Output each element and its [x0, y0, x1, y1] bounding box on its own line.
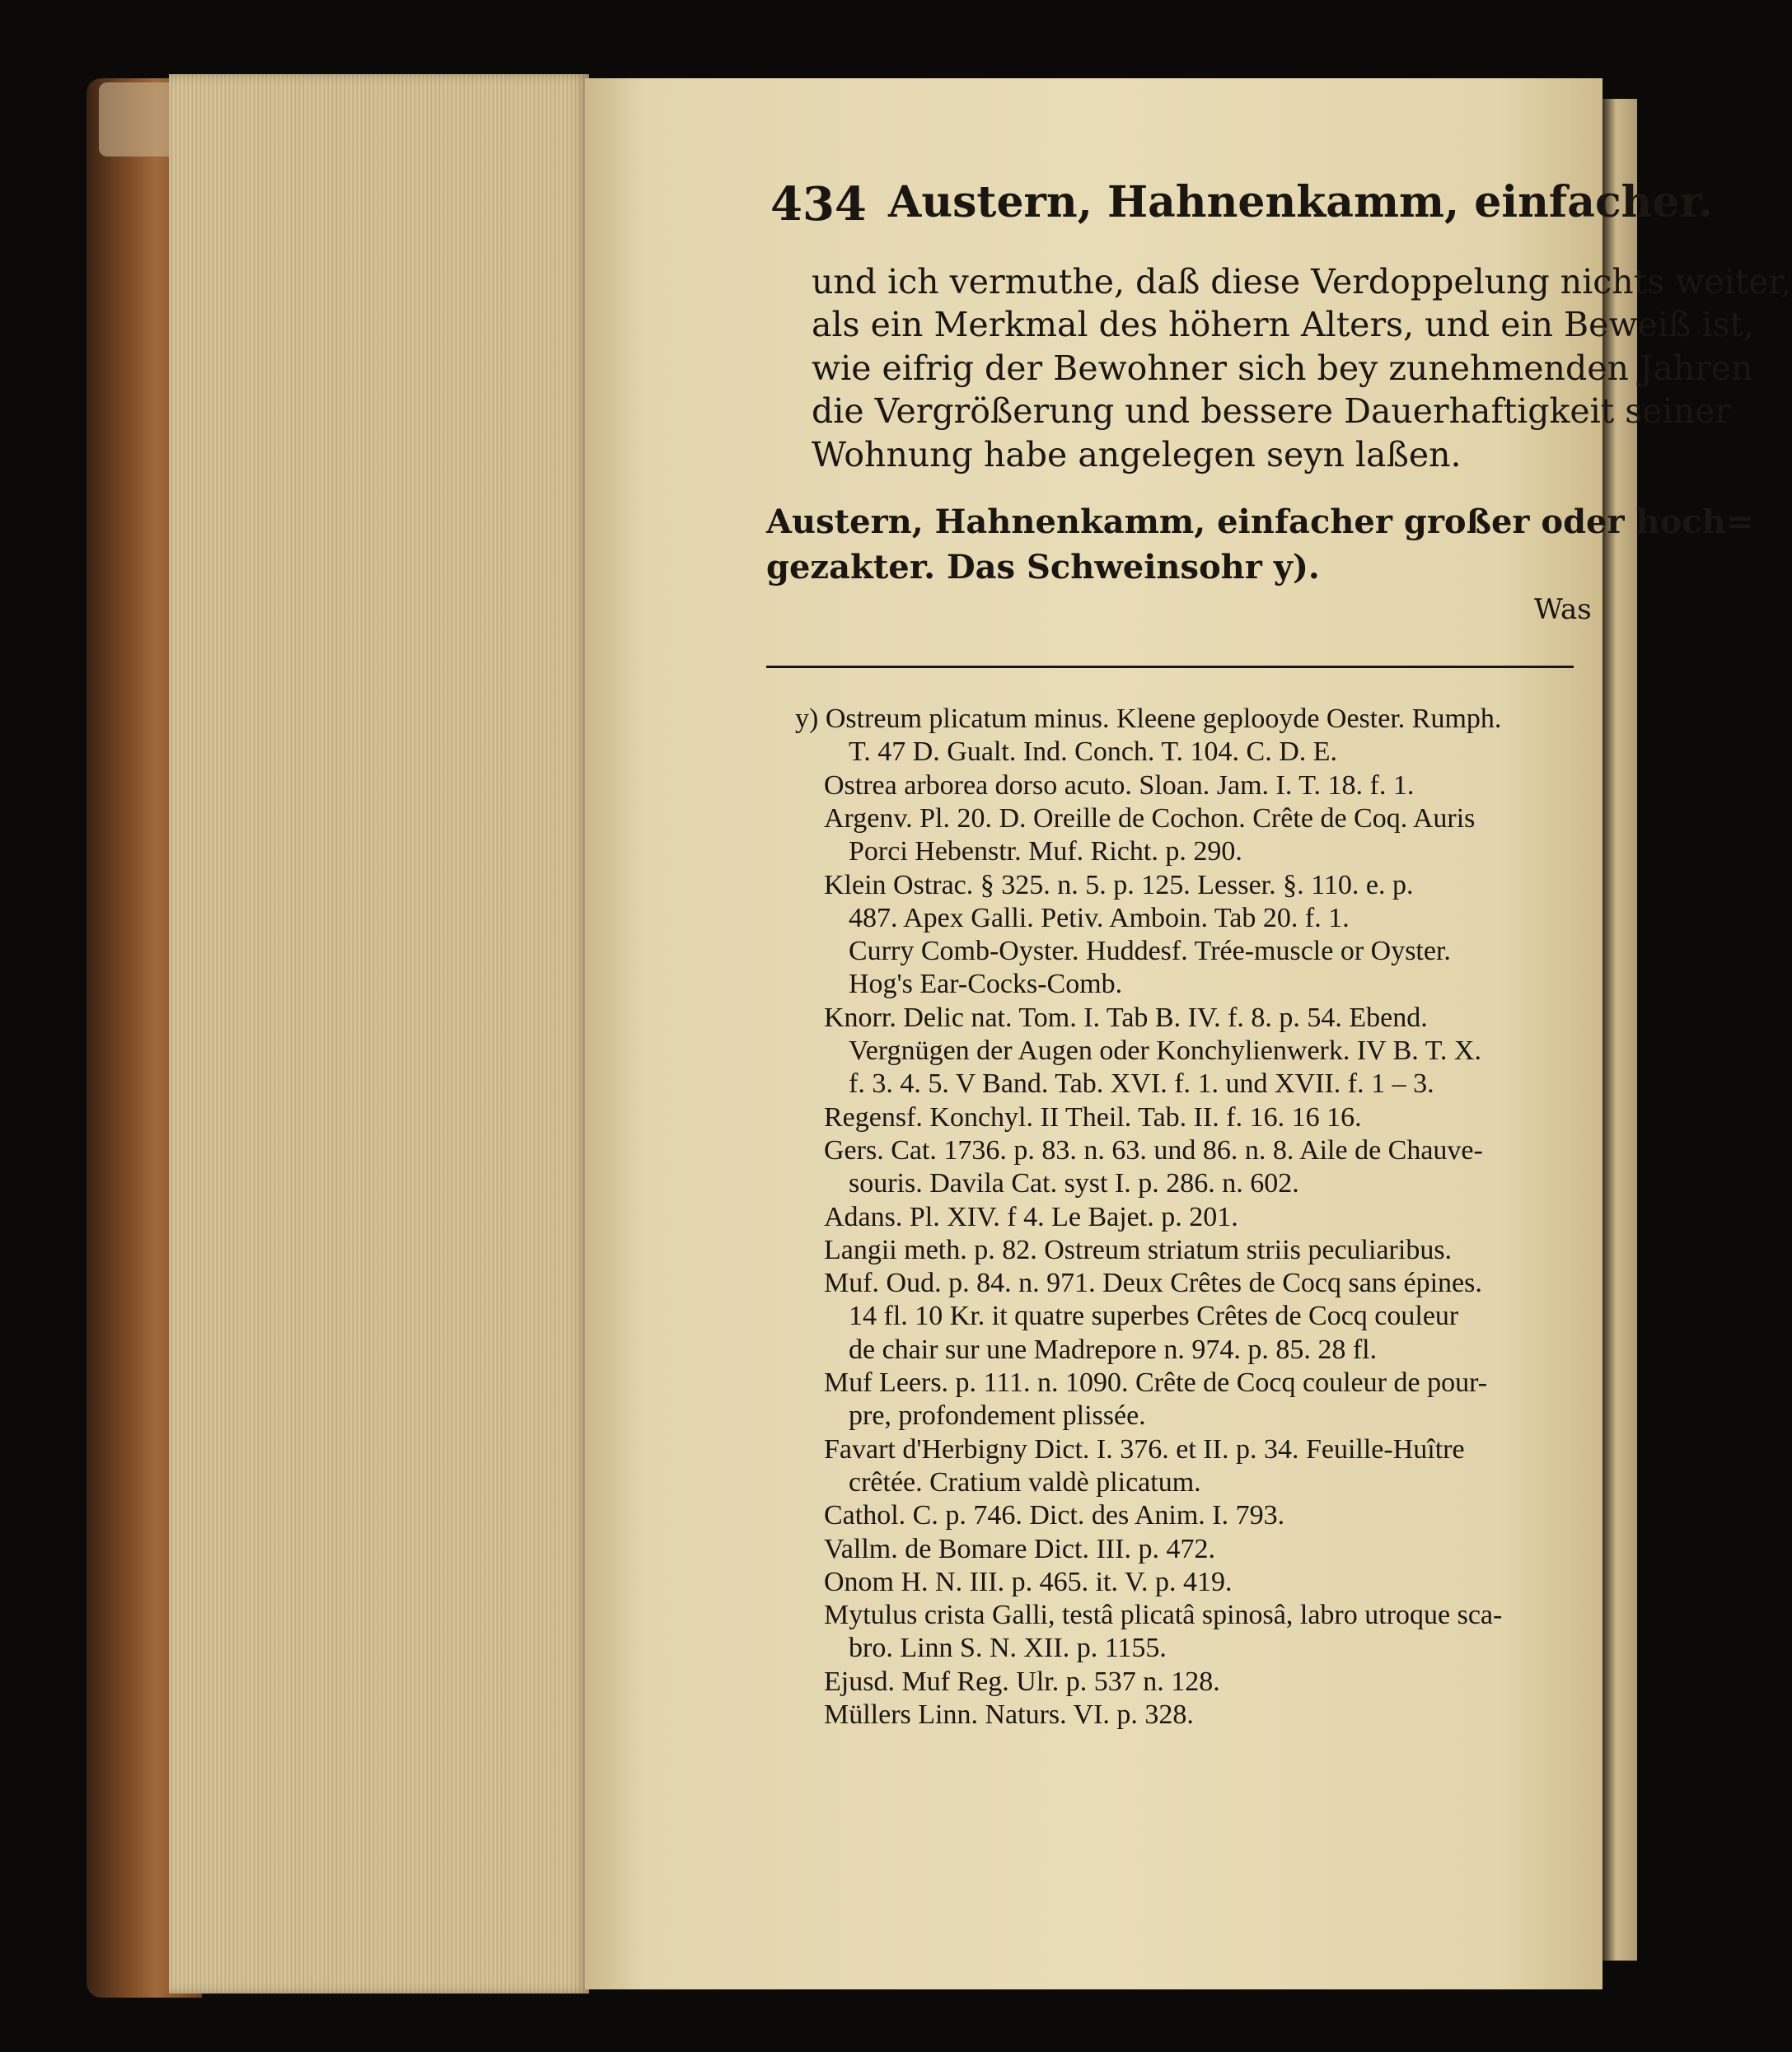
- footnote-line: Mytulus crista Galli, testâ plicatâ spinosâ, labro utroque sca-: [824, 1600, 1503, 1631]
- footnote-line: Muf. Oud. p. 84. n. 971. Deux Crêtes de Cocq sans épines.: [824, 1268, 1482, 1299]
- footnote-line: Müllers Linn. Naturs. VI. p. 328.: [824, 1699, 1194, 1730]
- body-line-1: und ich vermuthe, daß diese Verdoppelung nichts weiter,: [812, 262, 1792, 301]
- body-line-3: wie eifrig der Bewohner sich bey zunehmenden Jahren: [812, 348, 1753, 388]
- footnote-rule: [766, 666, 1574, 668]
- body-line-5: Wohnung habe angelegen seyn laßen.: [812, 435, 1462, 474]
- footnote-line: Vallm. de Bomare Dict. III. p. 472.: [824, 1533, 1215, 1564]
- footnote-line: Regensf. Konchyl. II Theil. Tab. II. f. 16. 16 16.: [824, 1101, 1362, 1133]
- catchword: Was: [1534, 593, 1592, 626]
- page-number: 434: [770, 177, 867, 231]
- footnote-line: Ejusd. Muf Reg. Ulr. p. 537 n. 128.: [824, 1666, 1220, 1697]
- footnote-line: Ostrea arborea dorso acuto. Sloan. Jam. I. T. 18. f. 1.: [824, 769, 1415, 801]
- footnote-line: f. 3. 4. 5. V Band. Tab. XVI. f. 1. und XVII. f. 1 – 3.: [849, 1068, 1434, 1100]
- footnote-line: Argenv. Pl. 20. D. Oreille de Cochon. Crête de Coq. Auris: [824, 802, 1476, 834]
- footnote-line: Knorr. Delic nat. Tom. I. Tab B. IV. f. 8. p. 54. Ebend.: [824, 1002, 1428, 1033]
- footnote-line: Porci Hebenstr. Muf. Richt. p. 290.: [849, 836, 1242, 867]
- footnote-line: Vergnügen der Augen oder Konchylienwerk. IV B. T. X.: [849, 1035, 1481, 1066]
- body-line-4: die Vergrößerung und bessere Dauerhaftigkeit seiner: [812, 391, 1731, 431]
- section-heading-line-2: gezakter. Das Schweinsohr y).: [766, 548, 1320, 587]
- footnote-line: Adans. Pl. XIV. f 4. Le Bajet. p. 201.: [824, 1201, 1238, 1232]
- footnote-line: souris. Davila Cat. syst I. p. 286. n. 602.: [849, 1168, 1299, 1199]
- footnote-line: Langii meth. p. 82. Ostreum striatum striis peculiaribus.: [824, 1234, 1453, 1265]
- body-line-2: als ein Merkmal des höhern Alters, und ein Beweiß ist,: [812, 305, 1754, 344]
- footnote-line: Muf Leers. p. 111. n. 1090. Crête de Cocq couleur de pour-: [824, 1367, 1488, 1398]
- footnote-line: y) Ostreum plicatum minus. Kleene geplooyde Oester. Rumph.: [795, 703, 1502, 734]
- section-heading-line-1: Austern, Hahnenkamm, einfacher großer oder hoch=: [766, 502, 1754, 541]
- footnote-line: bro. Linn S. N. XII. p. 1155.: [849, 1633, 1167, 1664]
- footnote-line: 487. Apex Galli. Petiv. Amboin. Tab 20. f. 1.: [849, 902, 1350, 933]
- footnote-line: 14 fl. 10 Kr. it quatre superbes Crêtes de Cocq couleur: [849, 1301, 1459, 1332]
- footnote-line: Favart d'Herbigny Dict. I. 376. et II. p. 34. Feuille-Huître: [824, 1433, 1465, 1465]
- footnote-line: Onom H. N. III. p. 465. it. V. p. 419.: [824, 1566, 1233, 1597]
- footnote-line: T. 47 D. Gualt. Ind. Conch. T. 104. C. D. E.: [849, 736, 1338, 768]
- running-title: Austern, Hahnenkamm, einfacher.: [888, 177, 1714, 227]
- footnote-line: de chair sur une Madrepore n. 974. p. 85. 28 fl.: [849, 1334, 1378, 1365]
- footnote-line: crêtée. Cratium valdè plicatum.: [849, 1466, 1201, 1498]
- footnote-line: pre, profondement plissée.: [849, 1400, 1146, 1432]
- footnote-line: Curry Comb-Oyster. Huddesf. Trée-muscle or Oyster.: [849, 936, 1451, 967]
- footnote-line: Cathol. C. p. 746. Dict. des Anim. I. 793.: [824, 1500, 1285, 1531]
- page-edges: [169, 74, 589, 1994]
- footnote-line: Klein Ostrac. § 325. n. 5. p. 125. Lesser. §. 110. e. p.: [824, 869, 1414, 900]
- footnote-line: Hog's Ear-Cocks-Comb.: [849, 969, 1123, 1000]
- footnote-line: Gers. Cat. 1736. p. 83. n. 63. und 86. n. 8. Aile de Chauve-: [824, 1134, 1483, 1166]
